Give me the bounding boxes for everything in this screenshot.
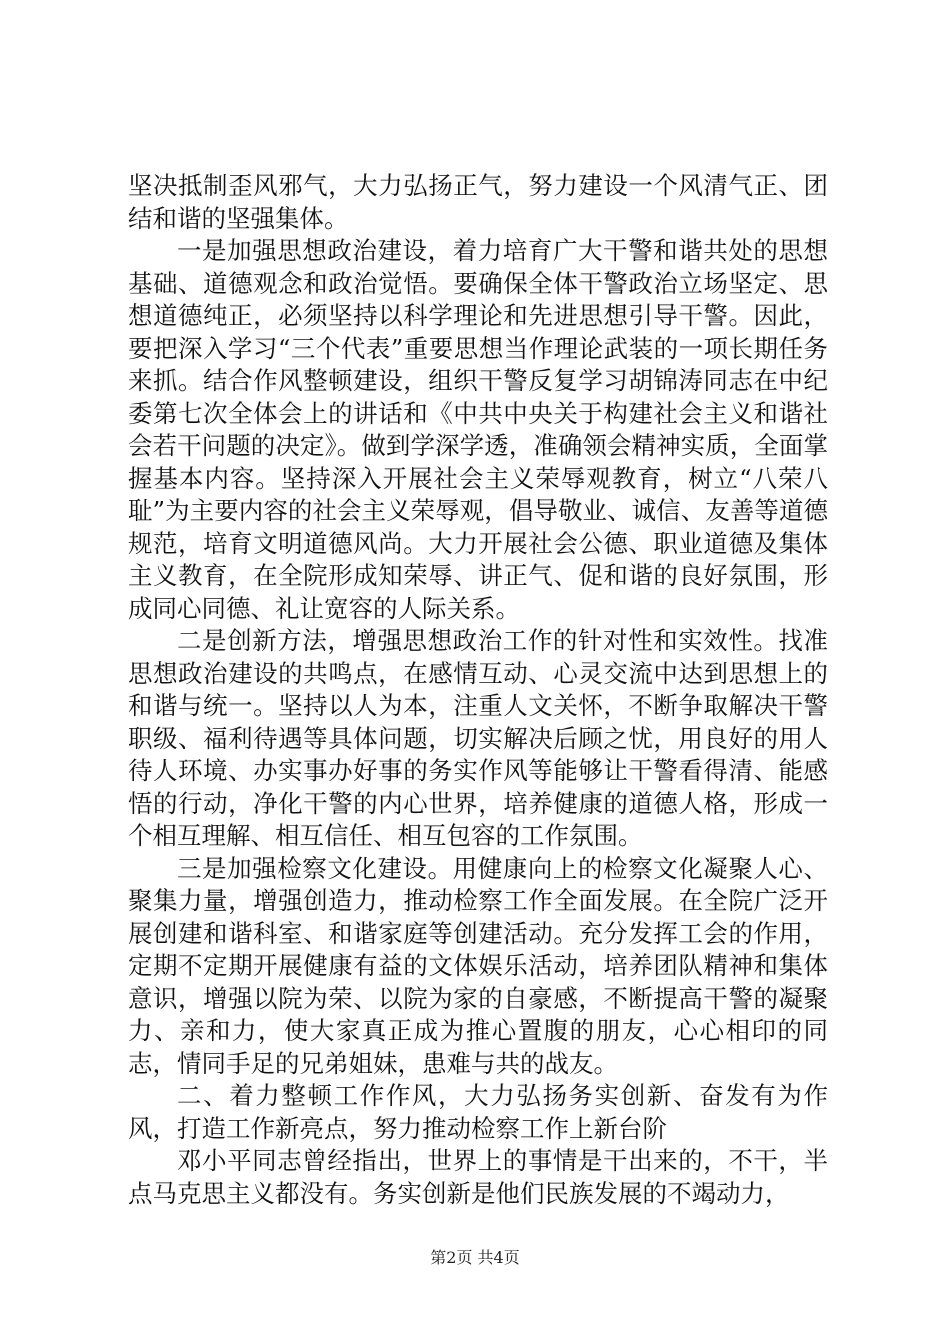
paragraph-ideology-building: 一是加强思想政治建设，着力培育广大干警和谐共处的思想基础、道德观念和政治觉悟。要确保全体干警政治立场坚定、思想道德纯正，必须坚持以科学理论和先进思想引导干警。因此，要把深入学习“三个代表”重要思想当作理论武装的一项长期任务来抓。结合作风整顿建设，组织干警反复学习胡锦涛同志在中纪委第七次全体会上的讲话和《中共中央关于构建社会主义和谐社会若干问题的决定》。做到学深学透，准确领会精神实质，全面掌握基本内容。坚持深入开展社会主义荣辱观教育，树立“八荣八耻”为主要内容的社会主义荣辱观，倡导敬业、诚信、友善等道德规范，培育文明道德风尚。大力开展社会公德、职业道德及集体主义教育，在全院形成知荣辱、讲正气、促和谐的良好氛围，形成同心同德、礼让宽容的人际关系。 xyxy=(128,236,828,623)
page-number-footer: 第2页 共4页 xyxy=(430,1248,520,1267)
paragraph-procuratorial-culture: 三是加强检察文化建设。用健康向上的检察文化凝聚人心、聚集力量，增强创造力，推动检察工作全面发展。在全院广泛开展创建和谐科室、和谐家庭等创建活动。充分发挥工会的作用，定期不定期开展健康有益的文体娱乐活动，培养团队精神和集体意识，增强以院为荣、以院为家的自豪感，不断提高干警的凝聚力、亲和力，使大家真正成为推心置腹的朋友，心心相印的同志，情同手足的兄弟姐妹，患难与共的战友。 xyxy=(128,853,828,1078)
section-heading-work-style: 二、着力整顿工作作风，大力弘扬务实创新、奋发有为作风，打造工作新亮点，努力推动检察工作上新台阶 xyxy=(128,1081,828,1143)
document-body xyxy=(128,170,828,1210)
paragraph-continuation: 坚决抵制歪风邪气，大力弘扬正气，努力建设一个风清气正、团结和谐的坚强集体。 xyxy=(128,171,828,233)
paragraph-method-innovation: 二是创新方法，增强思想政治工作的针对性和实效性。找准思想政治建设的共鸣点，在感情互动、心灵交流中达到思想上的和谐与统一。坚持以人为本，注重人文关怀，不断争取解决干警职级、福利待遇等具体问题，切实解决后顾之忧，用良好的用人待人环境、办实事办好事的务实作风等能够让干警看得清、能感悟的行动，净化干警的内心世界，培养健康的道德人格，形成一个相互理解、相互信任、相互包容的工作氛围。 xyxy=(128,626,828,850)
paragraph-deng-xiaoping-quote: 邓小平同志曾经指出，世界上的事情是干出来的，不干，半点马克思主义都没有。务实创新是他们民族发展的不竭动力， xyxy=(128,1146,828,1208)
